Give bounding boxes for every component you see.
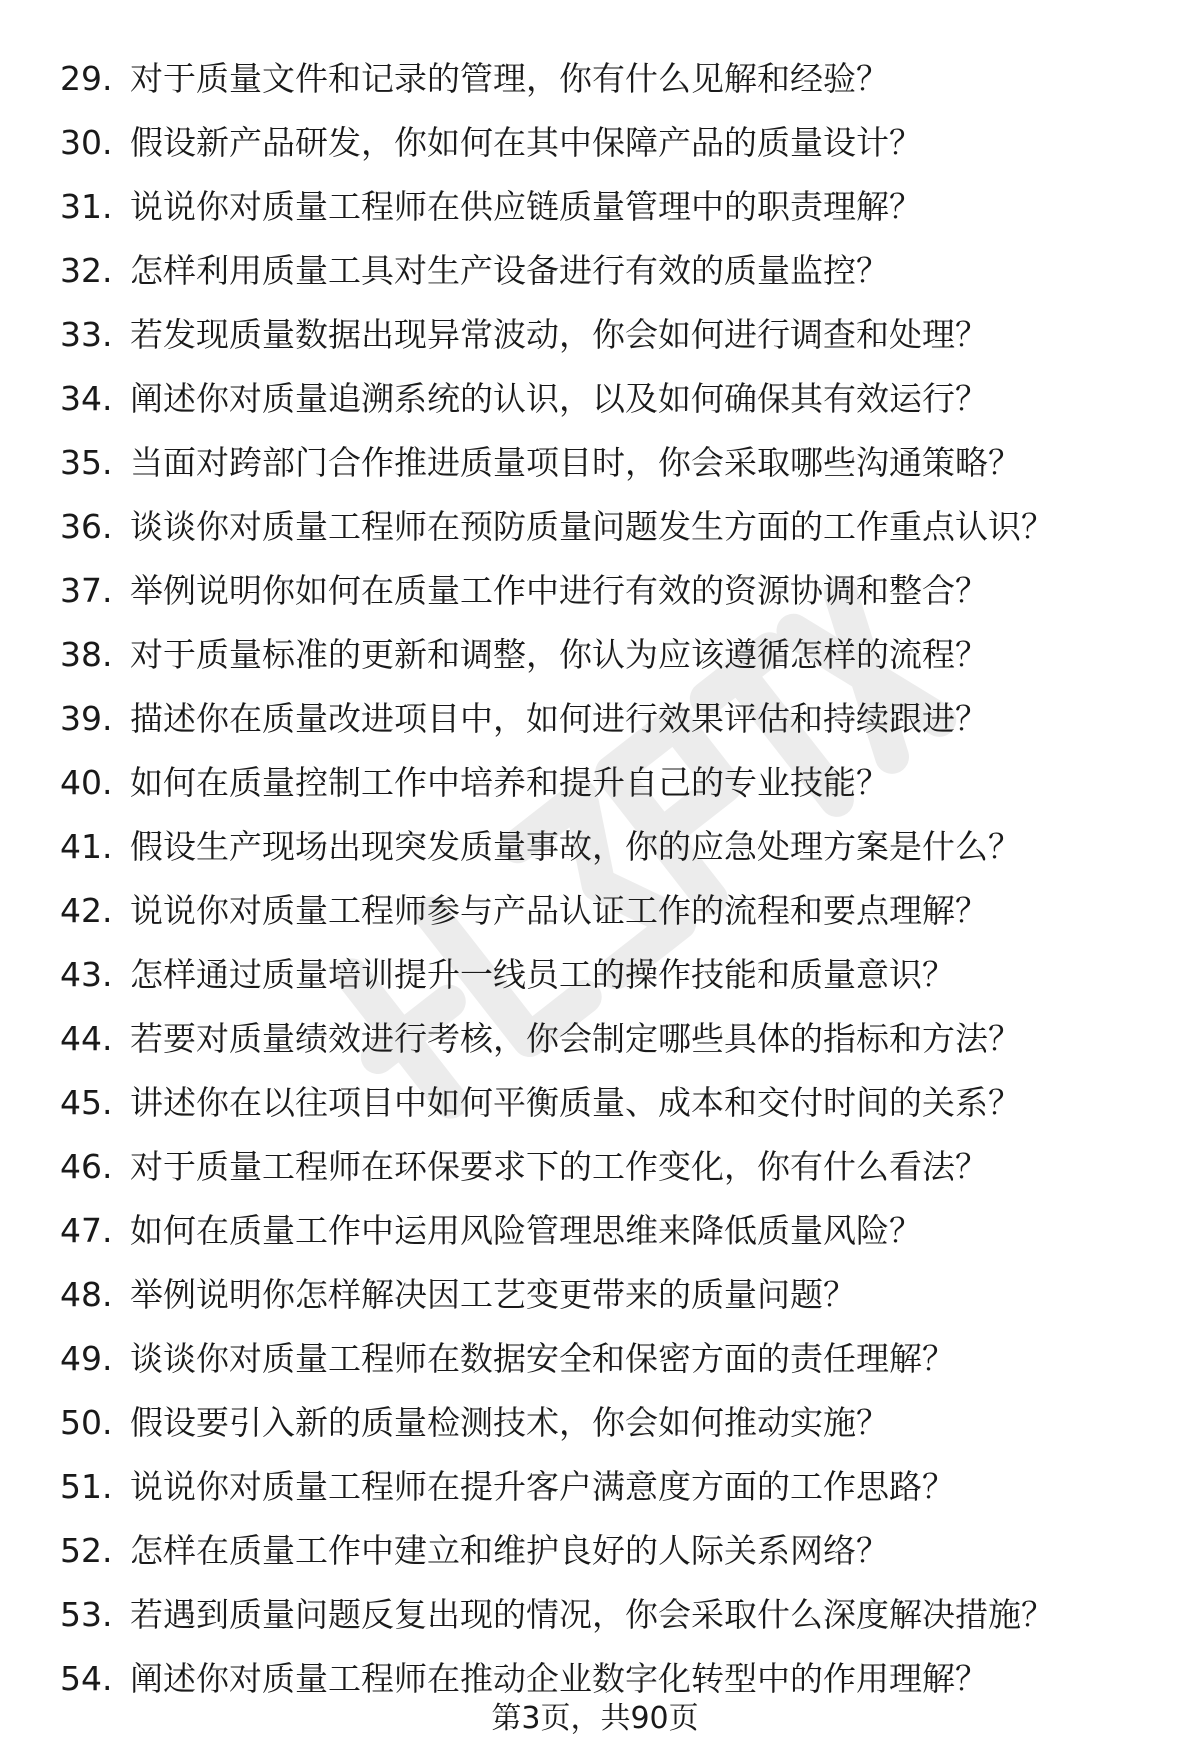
question-text: 如何在质量控制工作中培养和提升自己的专业技能？ — [130, 763, 889, 802]
question-text: 怎样通过质量培训提升一线员工的操作技能和质量意识？ — [130, 955, 955, 994]
question-item — [0, 881, 1190, 945]
question-item — [0, 369, 1190, 433]
question-number: 41. — [60, 827, 113, 866]
question-text: 怎样利用质量工具对生产设备进行有效的质量监控？ — [130, 251, 889, 290]
question-text: 谈谈你对质量工程师在预防质量问题发生方面的工作重点认识？ — [130, 507, 1054, 546]
question-number: 39. — [60, 699, 113, 738]
question-list — [0, 49, 1190, 1713]
question-item — [0, 305, 1190, 369]
question-text: 谈谈你对质量工程师在数据安全和保密方面的责任理解？ — [130, 1339, 955, 1378]
question-item — [0, 945, 1190, 1009]
question-number: 47. — [60, 1211, 113, 1250]
question-text: 对于质量标准的更新和调整，你认为应该遵循怎样的流程？ — [130, 635, 988, 674]
question-number: 30. — [60, 123, 113, 162]
question-text: 若发现质量数据出现异常波动，你会如何进行调查和处理？ — [130, 315, 988, 354]
question-item — [0, 1073, 1190, 1137]
question-text: 假设生产现场出现突发质量事故，你的应急处理方案是什么？ — [130, 827, 1021, 866]
question-item — [0, 689, 1190, 753]
question-number: 45. — [60, 1083, 113, 1122]
question-item — [0, 1457, 1190, 1521]
question-text: 怎样在质量工作中建立和维护良好的人际关系网络？ — [130, 1531, 889, 1570]
question-text: 对于质量工程师在环保要求下的工作变化，你有什么看法？ — [130, 1147, 988, 1186]
question-item — [0, 1393, 1190, 1457]
question-item — [0, 113, 1190, 177]
question-number: 42. — [60, 891, 113, 930]
question-number: 52. — [60, 1531, 113, 1570]
question-number: 36. — [60, 507, 113, 546]
question-text: 若要对质量绩效进行考核，你会制定哪些具体的指标和方法？ — [130, 1019, 1021, 1058]
question-number: 40. — [60, 763, 113, 802]
question-item — [0, 241, 1190, 305]
question-item — [0, 1201, 1190, 1265]
question-number: 29. — [60, 59, 113, 98]
question-text: 阐述你对质量工程师在推动企业数字化转型中的作用理解？ — [130, 1659, 988, 1698]
question-number: 35. — [60, 443, 113, 482]
question-number: 43. — [60, 955, 113, 994]
question-item — [0, 753, 1190, 817]
question-item — [0, 1009, 1190, 1073]
question-number: 53. — [60, 1595, 113, 1634]
question-item — [0, 1329, 1190, 1393]
question-number: 34. — [60, 379, 113, 418]
question-number: 54. — [60, 1659, 113, 1698]
question-text: 当面对跨部门合作推进质量项目时，你会采取哪些沟通策略？ — [130, 443, 1021, 482]
question-item — [0, 433, 1190, 497]
question-text: 说说你对质量工程师参与产品认证工作的流程和要点理解？ — [130, 891, 988, 930]
question-text: 假设新产品研发，你如何在其中保障产品的质量设计？ — [130, 123, 922, 162]
question-number: 49. — [60, 1339, 113, 1378]
question-item — [0, 1265, 1190, 1329]
question-number: 33. — [60, 315, 113, 354]
question-text: 阐述你对质量追溯系统的认识，以及如何确保其有效运行？ — [130, 379, 988, 418]
question-text: 讲述你在以往项目中如何平衡质量、成本和交付时间的关系？ — [130, 1083, 1021, 1122]
question-item — [0, 177, 1190, 241]
question-number: 38. — [60, 635, 113, 674]
question-number: 44. — [60, 1019, 113, 1058]
question-number: 37. — [60, 571, 113, 610]
question-number: 31. — [60, 187, 113, 226]
question-text: 假设要引入新的质量检测技术，你会如何推动实施？ — [130, 1403, 889, 1442]
question-item — [0, 1137, 1190, 1201]
question-item — [0, 817, 1190, 881]
question-item — [0, 497, 1190, 561]
question-number: 46. — [60, 1147, 113, 1186]
question-text: 如何在质量工作中运用风险管理思维来降低质量风险？ — [130, 1211, 922, 1250]
page-number-footer: 第3页，共90页 — [491, 1701, 699, 1736]
question-text: 若遇到质量问题反复出现的情况，你会采取什么深度解决措施？ — [130, 1595, 1054, 1634]
question-item — [0, 625, 1190, 689]
question-item — [0, 1521, 1190, 1585]
question-text: 说说你对质量工程师在供应链质量管理中的职责理解？ — [130, 187, 922, 226]
question-number: 32. — [60, 251, 113, 290]
question-text: 对于质量文件和记录的管理，你有什么见解和经验？ — [130, 59, 889, 98]
question-text: 举例说明你怎样解决因工艺变更带来的质量问题？ — [130, 1275, 856, 1314]
question-text: 举例说明你如何在质量工作中进行有效的资源协调和整合？ — [130, 571, 988, 610]
question-text: 说说你对质量工程师在提升客户满意度方面的工作思路？ — [130, 1467, 955, 1506]
question-item — [0, 561, 1190, 625]
question-item — [0, 1585, 1190, 1649]
question-number: 51. — [60, 1467, 113, 1506]
question-number: 48. — [60, 1275, 113, 1314]
question-item — [0, 49, 1190, 113]
question-number: 50. — [60, 1403, 113, 1442]
question-text: 描述你在质量改进项目中，如何进行效果评估和持续跟进？ — [130, 699, 988, 738]
